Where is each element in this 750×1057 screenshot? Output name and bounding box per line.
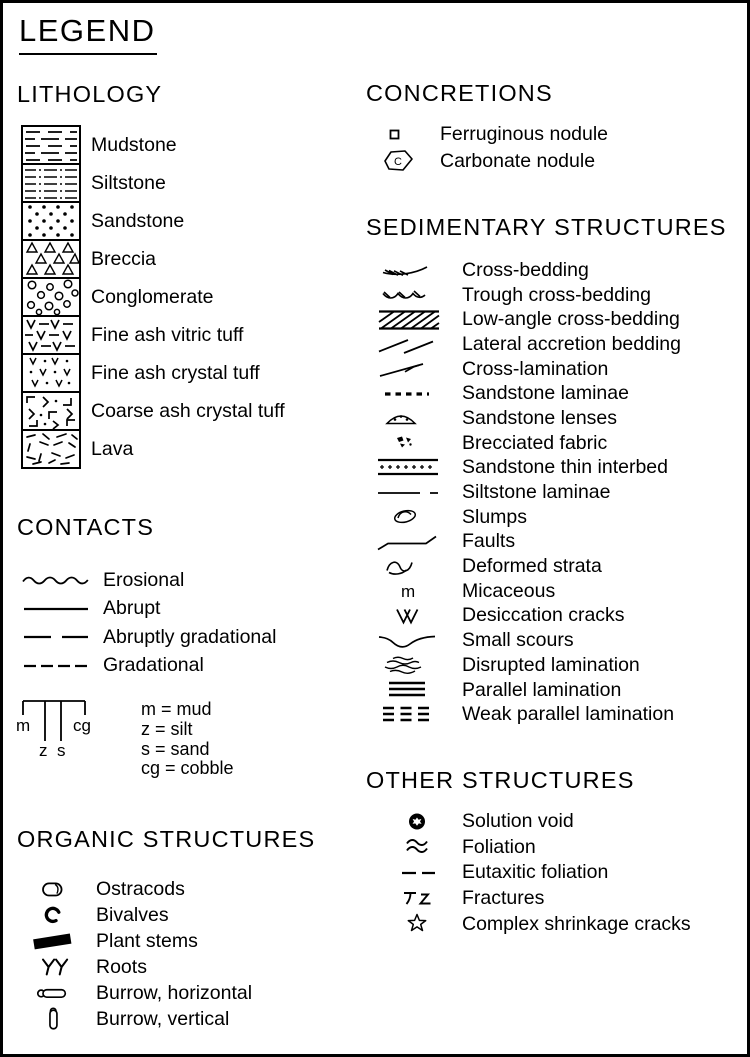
sed-row-low-angle-cross-bedding [366, 307, 681, 332]
svg-text:C: C [394, 156, 402, 168]
lithology-row-lava [21, 429, 285, 469]
grain-size-comb-icon [15, 693, 107, 759]
lava-pattern-icon [21, 429, 81, 469]
contact-label: Gradational [103, 654, 204, 677]
other-label: Foliation [462, 835, 536, 858]
sandstone-laminae-symbol-icon [375, 382, 460, 406]
deformed-strata-symbol-icon [375, 555, 460, 579]
sed-row-weak-parallel-lamination [366, 702, 681, 727]
sed-label: Weak parallel lamination [462, 703, 675, 726]
organic-heading: ORGANIC STRUCTURES [17, 826, 316, 852]
organic-row-ostracods [18, 876, 252, 902]
burrow-horizontal-symbol-icon [26, 980, 86, 1006]
sed-label: Brecciated fabric [462, 431, 608, 454]
lithology-row-fine-ash-crystal-tuff [21, 353, 285, 393]
contacts-list [18, 566, 276, 680]
small-scours-symbol-icon [375, 629, 460, 653]
other-row-foliation [366, 835, 691, 861]
abruptly-gradational-long-dash-line-icon [21, 630, 91, 644]
sandstone-thin-interbed-symbol-icon [375, 456, 460, 480]
organic-label: Burrow, vertical [96, 1007, 230, 1030]
sed-row-lateral-accretion-bedding [366, 332, 681, 357]
brecciated-fabric-symbol-icon [375, 431, 460, 455]
concretion-row-carbonate [366, 148, 608, 175]
sed-row-sandstone-laminae [366, 381, 681, 406]
sed-label: Trough cross-bedding [462, 283, 651, 306]
siltstone-laminae-symbol-icon [375, 481, 460, 505]
lithology-row-coarse-ash-crystal-tuff [21, 391, 285, 431]
low-angle-cross-bedding-symbol-icon [375, 308, 460, 332]
sed-label: Sandstone laminae [462, 382, 629, 405]
other-label: Solution void [462, 810, 574, 833]
organic-label: Plant stems [96, 929, 198, 952]
grain-size-z-label: z [39, 741, 48, 759]
lithology-label: Siltstone [91, 171, 166, 194]
cross-lamination-symbol-icon [375, 357, 460, 381]
other-heading: OTHER STRUCTURES [366, 767, 635, 793]
bivalves-symbol-icon [26, 902, 86, 928]
sed-label: Cross-lamination [462, 357, 609, 380]
other-label: Fractures [462, 887, 545, 910]
sed-label: Low-angle cross-bedding [462, 308, 680, 331]
sed-row-cross-lamination [366, 357, 681, 382]
lithology-row-siltstone [21, 163, 285, 203]
other-list [366, 809, 691, 937]
sed-label: Slumps [462, 505, 528, 528]
lateral-accretion-bedding-symbol-icon [375, 332, 460, 356]
ferruginous-nodule-symbol-icon [378, 121, 434, 148]
grain-size-cg-label: cg [73, 716, 91, 735]
parallel-lamination-symbol-icon [375, 678, 460, 702]
contact-row-gradational [18, 652, 276, 681]
other-label: Eutaxitic foliation [462, 861, 609, 884]
sed-label: Cross-bedding [462, 258, 589, 281]
foliation-symbol-icon [375, 834, 460, 860]
sed-label: Deformed strata [462, 555, 602, 578]
desiccation-cracks-symbol-icon [375, 604, 460, 628]
grain-size-scale [15, 693, 107, 764]
sed-label: Disrupted lamination [462, 653, 640, 676]
sed-row-deformed-strata [366, 554, 681, 579]
lithology-row-fine-ash-vitric-tuff [21, 315, 285, 355]
organic-row-bivalves [18, 902, 252, 928]
sed-row-slumps [366, 505, 681, 530]
grain-size-s-label: s [57, 741, 66, 759]
weak-parallel-lamination-symbol-icon [375, 703, 460, 727]
lithology-label: Fine ash crystal tuff [91, 361, 260, 384]
contact-label: Abrupt [103, 597, 161, 620]
sandstone-lenses-symbol-icon [375, 406, 460, 430]
plant-stems-symbol-icon [26, 928, 86, 954]
sed-row-small-scours [366, 628, 681, 653]
sedimentary-list [366, 258, 681, 727]
sed-label: Parallel lamination [462, 678, 622, 701]
coarse-ash-crystal-tuff-pattern-icon [21, 391, 81, 431]
concretion-label: Ferruginous nodule [440, 123, 609, 145]
lithology-row-mudstone [21, 125, 285, 165]
erosional-wavy-line-icon [21, 573, 91, 587]
sed-label: Lateral accretion bedding [462, 332, 681, 355]
sed-label: Sandstone lenses [462, 406, 618, 429]
sedimentary-heading: SEDIMENTARY STRUCTURES [366, 214, 727, 240]
sed-row-faults [366, 530, 681, 555]
breccia-pattern-icon [21, 239, 81, 279]
grain-size-key [141, 700, 234, 779]
lithology-label: Fine ash vitric tuff [91, 323, 244, 346]
contacts-heading: CONTACTS [17, 514, 155, 540]
contact-row-abrupt [18, 595, 276, 624]
conglomerate-pattern-icon [21, 277, 81, 317]
fine-ash-crystal-tuff-pattern-icon [21, 353, 81, 393]
sed-label: Small scours [462, 629, 574, 652]
siltstone-pattern-icon [21, 163, 81, 203]
concretion-row-ferruginous [366, 121, 608, 148]
sed-row-trough-cross-bedding [366, 283, 681, 308]
organic-label: Bivalves [96, 903, 169, 926]
organic-label: Ostracods [96, 877, 185, 900]
cross-bedding-symbol-icon [375, 258, 460, 282]
concretions-heading: CONCRETIONS [366, 80, 553, 106]
eutaxitic-foliation-symbol-icon [375, 860, 460, 886]
slumps-symbol-icon [375, 505, 460, 529]
other-row-fractures [366, 886, 691, 912]
sed-row-desiccation-cracks [366, 604, 681, 629]
trough-cross-bedding-symbol-icon [375, 283, 460, 307]
lithology-row-conglomerate [21, 277, 285, 317]
page-title: LEGEND [19, 13, 157, 55]
roots-symbol-icon [26, 954, 86, 980]
organic-list [18, 876, 252, 1032]
lithology-label: Breccia [91, 247, 157, 270]
ostracods-symbol-icon [26, 876, 86, 902]
lithology-column [21, 125, 285, 469]
lithology-label: Lava [91, 437, 134, 460]
organic-row-roots [18, 954, 252, 980]
lithology-label: Conglomerate [91, 285, 214, 308]
grain-size-key-line: m = mud [141, 699, 212, 719]
other-row-solution-void [366, 809, 691, 835]
concretion-label: Carbonate nodule [440, 150, 596, 172]
lithology-label: Sandstone [91, 209, 185, 232]
burrow-vertical-symbol-icon [26, 1006, 86, 1032]
organic-row-burrow-horizontal [18, 980, 252, 1006]
organic-row-burrow-vertical [18, 1006, 252, 1032]
sed-row-brecciated-fabric [366, 431, 681, 456]
sed-row-micaceous [366, 579, 681, 604]
sed-row-siltstone-laminae [366, 480, 681, 505]
sed-row-parallel-lamination [366, 678, 681, 703]
lithology-label: Coarse ash crystal tuff [91, 399, 285, 422]
solution-void-symbol-icon [375, 809, 460, 835]
organic-label: Roots [96, 955, 147, 978]
fine-ash-vitric-tuff-pattern-icon [21, 315, 81, 355]
contact-row-erosional [18, 566, 276, 595]
fractures-symbol-icon [375, 886, 460, 912]
sed-row-sandstone-lenses [366, 406, 681, 431]
complex-shrinkage-cracks-symbol-icon [375, 911, 460, 937]
svg-text:m: m [401, 582, 416, 602]
contact-label: Abruptly gradational [103, 625, 277, 648]
contact-row-abruptly-gradational [18, 623, 276, 652]
gradational-dash-line-icon [21, 659, 91, 673]
sed-label: Sandstone thin interbed [462, 456, 668, 479]
abrupt-solid-line-icon [21, 602, 91, 616]
disrupted-lamination-symbol-icon [375, 653, 460, 677]
organic-label: Burrow, horizontal [96, 981, 253, 1004]
lithology-row-sandstone [21, 201, 285, 241]
faults-symbol-icon [375, 530, 460, 554]
sed-row-sandstone-thin-interbed [366, 456, 681, 481]
other-row-eutaxitic-foliation [366, 860, 691, 886]
grain-size-key-line: z = silt [141, 718, 193, 739]
lithology-row-breccia [21, 239, 285, 279]
mudstone-pattern-icon [21, 125, 81, 165]
grain-size-key-line: s = sand [141, 738, 210, 759]
grain-size-key-line: cg = cobble [141, 758, 234, 779]
lithology-heading: LITHOLOGY [17, 81, 163, 107]
sed-row-cross-bedding [366, 258, 681, 283]
organic-row-plant-stems [18, 928, 252, 954]
sed-label: Desiccation cracks [462, 604, 625, 627]
sed-label: Faults [462, 530, 516, 553]
sed-label: Siltstone laminae [462, 481, 611, 504]
sed-label: Micaceous [462, 579, 556, 602]
contact-label: Erosional [103, 568, 185, 591]
sandstone-pattern-icon [21, 201, 81, 241]
concretions-list [366, 121, 608, 175]
carbonate-nodule-symbol-icon [378, 148, 434, 175]
other-label: Complex shrinkage cracks [462, 912, 691, 935]
micaceous-symbol-icon [375, 579, 460, 603]
sed-row-disrupted-lamination [366, 653, 681, 678]
other-row-complex-shrinkage-cracks [366, 911, 691, 937]
grain-size-m-label: m [16, 716, 31, 735]
lithology-label: Mudstone [91, 133, 177, 156]
